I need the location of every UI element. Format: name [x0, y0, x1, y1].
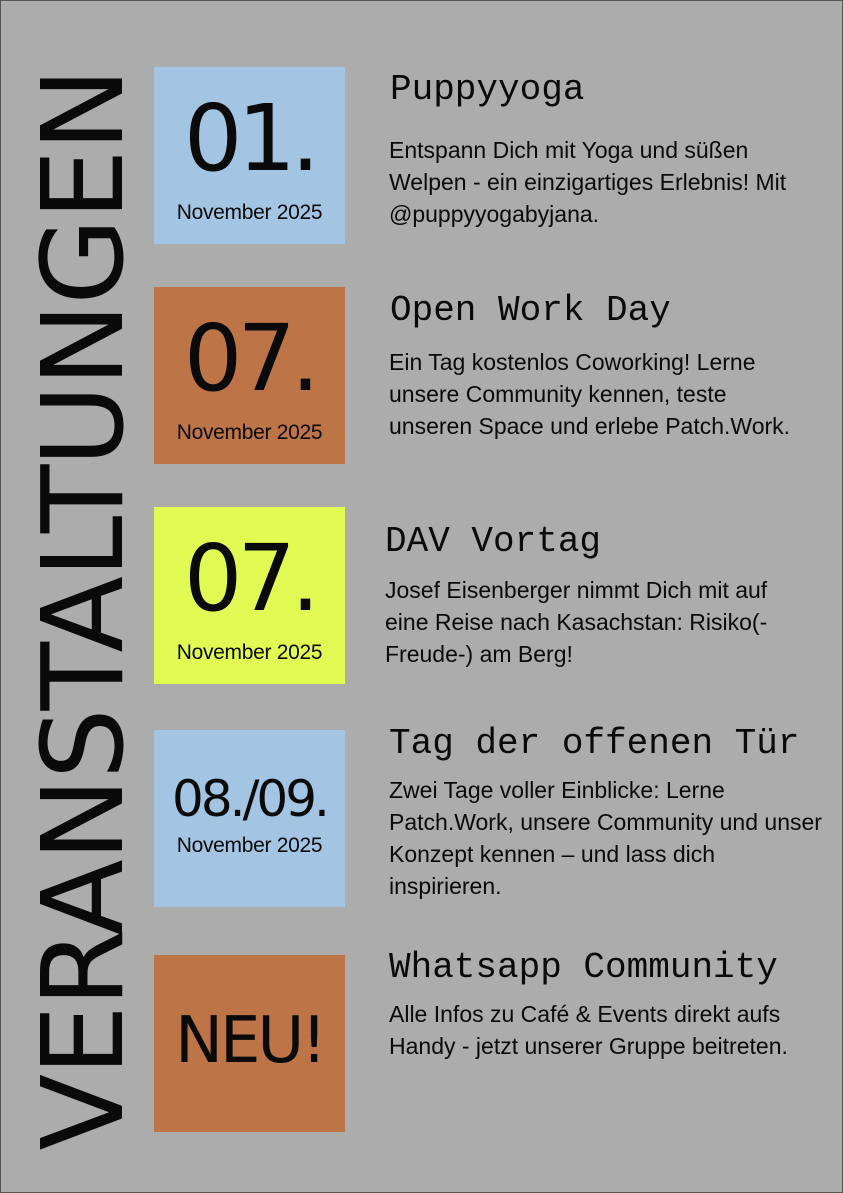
date-box-open-work-day [154, 287, 345, 464]
date-box-puppyyoga [154, 67, 345, 244]
event-date: 01. [183, 85, 316, 192]
event-description-whatsapp-community: Alle Infos zu Café & Events direkt aufs Handy - jetzt unserer Gruppe beitreten. [389, 1001, 788, 1059]
event-month: November 2025 [176, 201, 323, 224]
event-title-whatsapp-community: Whatsapp Community [389, 947, 778, 988]
event-month: November 2025 [176, 641, 323, 664]
event-month: November 2025 [176, 834, 323, 857]
event-month: November 2025 [176, 421, 323, 444]
event-date: 08./09. [172, 770, 327, 828]
event-description-dav-vortag: Josef Eisenberger nimmt Dich mit auf eine Reise nach Kasachstan: Risiko(-Freude-) am Berg! [385, 577, 768, 667]
event-description-open-work-day: Ein Tag kostenlos Coworking! Lerne unsere Community kennen, teste unseren Space und erlebe Patch.Work. [389, 349, 791, 439]
event-title-dav-vortag: DAV Vortag [385, 521, 602, 562]
event-description-puppyyoga: Entspann Dich mit Yoga und süßen Welpen - ein einzigartiges Erlebnis! Mit @puppyyogabyjana. [389, 137, 787, 227]
event-date: 07. [183, 305, 316, 412]
event-title-tag-der-offenen-tuer: Tag der offenen Tür [389, 723, 800, 764]
date-box-whatsapp-community [154, 955, 345, 1132]
date-box-tag-der-offenen-tuer [154, 730, 345, 907]
event-date: NEU! [175, 1004, 324, 1078]
event-title-open-work-day: Open Work Day [390, 290, 671, 331]
date-box-dav-vortag [154, 507, 345, 684]
event-title-puppyyoga: Puppyyoga [390, 69, 585, 110]
page-title: VERANSTALTUNGEN [19, 69, 149, 1151]
event-description-tag-der-offenen-tuer: Zwei Tage voller Einblicke: Lerne Patch.Work, unsere Community und unser Konzept kennen – und lass dich inspirieren. [389, 777, 822, 899]
event-date: 07. [183, 525, 316, 632]
